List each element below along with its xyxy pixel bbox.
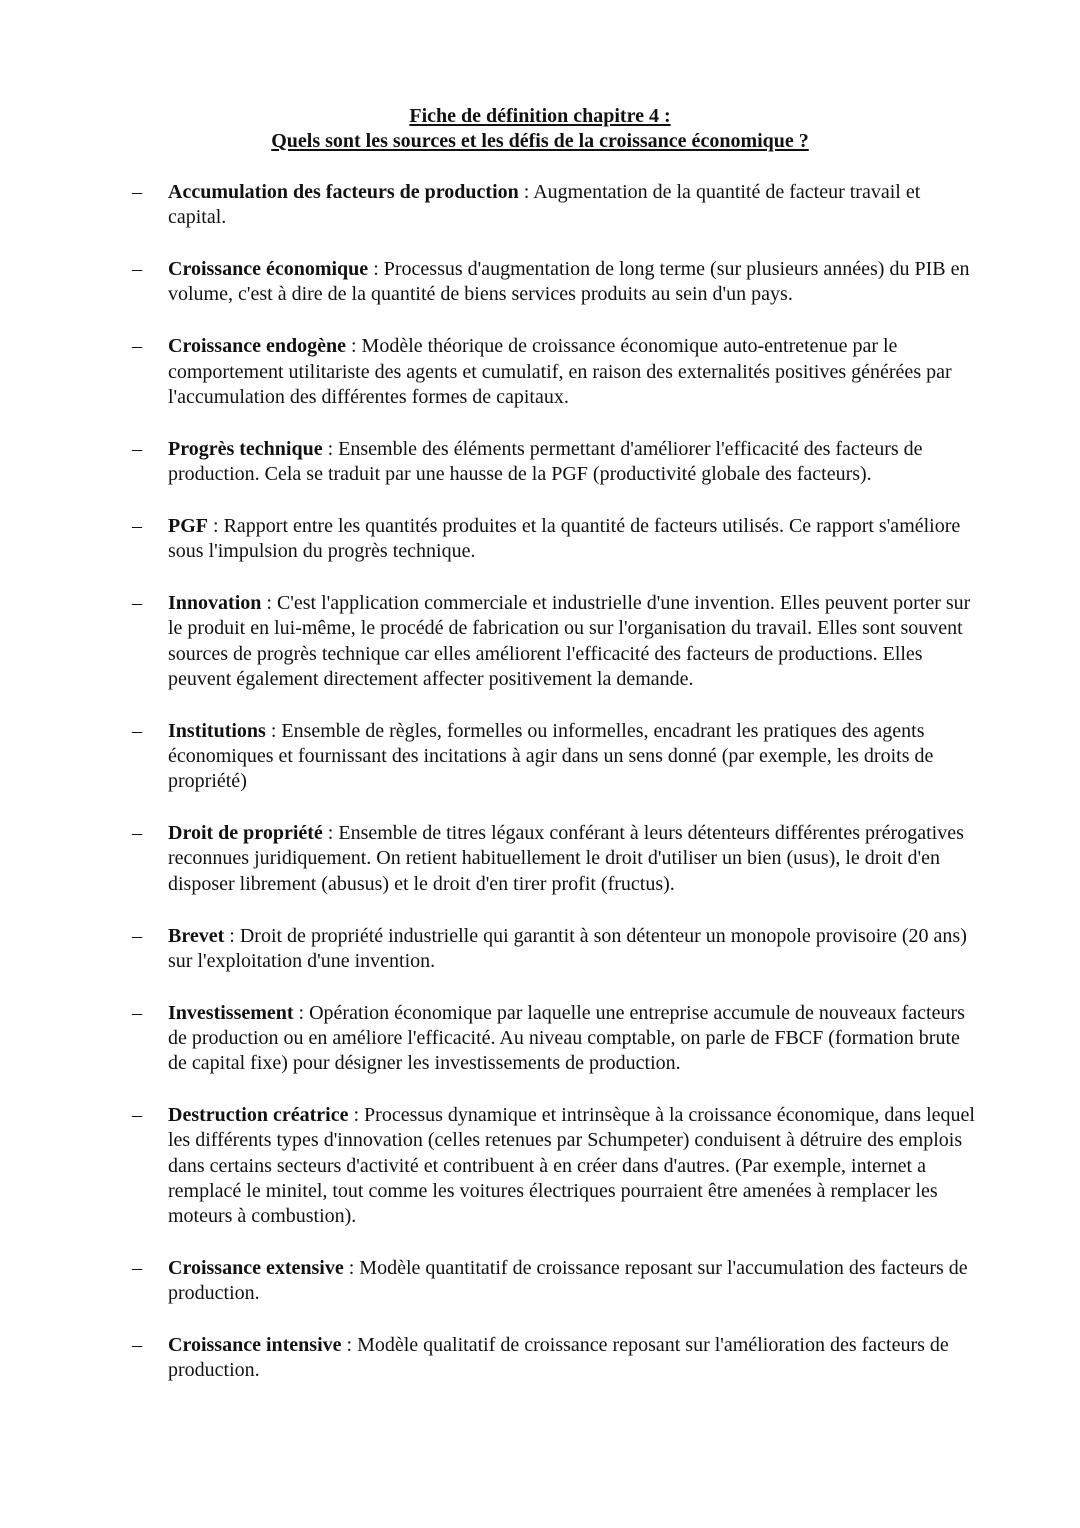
definition-separator: : (368, 258, 384, 281)
definition-text: Processus dynamique et intrinsèque à la croissance économique, dans lequel les différents types d'innovation (celles retenues par Schumpeter) conduisent à détruire des emplois dans certains secteurs d'activité et contribuent à en créer dans d'autres. (Par exemple, internet a remplacé le minitel, tout comme les voitures électriques pourraient être amenées à remplacer les moteurs à combustion). (168, 1104, 975, 1228)
definition-term: Droit de propriété (168, 822, 323, 845)
definition-item (0, 334, 1080, 410)
definition-separator: : (518, 181, 534, 203)
definition-separator: : (265, 719, 282, 742)
definition-separator: : (208, 515, 224, 538)
definition-item (0, 180, 1080, 230)
bullet-dash: – (132, 1001, 142, 1024)
definition-text: Modèle théorique de croissance économique auto-entretenue par le comportement utilitariste des agents et cumulatif, en raison des externalités positives générées par l'accumulation des différentes formes de capitaux. (168, 335, 952, 408)
definition-separator: : (341, 1334, 358, 1357)
definition-term: Accumulation des facteurs de production (168, 181, 519, 203)
definition-separator: : (345, 335, 362, 358)
definition-term: Investissement (168, 1001, 294, 1024)
definition-text: Ensemble des éléments permettant d'améliorer l'efficacité des facteurs de production. Cela se traduit par une hausse de la PGF (productivité globale des facteurs). (168, 437, 923, 486)
definition-term: Brevet (168, 924, 225, 947)
bullet-dash: – (132, 592, 142, 615)
document-title (0, 104, 1080, 154)
bullet-dash: – (132, 437, 142, 460)
bullet-dash: – (132, 1334, 142, 1357)
definition-text: Augmentation de la quantité de facteur travail et capital. (168, 181, 921, 229)
definition-term: Croissance extensive (168, 1257, 344, 1280)
definition-separator: : (224, 924, 240, 947)
definition-separator: : (293, 1001, 310, 1024)
definition-text: Processus d'augmentation de long terme (sur plusieurs années) du PIB en volume, c'est à dire de la quantité de biens services produits au sein d'un pays. (168, 258, 970, 306)
definition-term: PGF (168, 515, 208, 538)
definition-text: C'est l'application commerciale et industrielle d'une invention. Elles peuvent porter sur le produit en lui-même, le procédé de fabrication ou sur l'organisation du travail. Elles sont souvent sources de progrès technique car elles améliorent l'efficacité des facteurs de productions. Elles peuvent également directement affecter positivement la demande. (168, 592, 971, 690)
definition-item (0, 719, 1080, 795)
definition-text: Rapport entre les quantités produites et la quantité de facteurs utilisés. Ce rapport s'améliore sous l'impulsion du progrès technique. (168, 515, 961, 563)
definition-item (0, 1001, 1080, 1077)
definition-text: Ensemble de titres légaux conférant à leurs détenteurs différentes prérogatives reconnues juridiquement. On retient habituellement le droit d'utiliser un bien (usus), le droit d'en disposer librement (abusus) et le droit d'en tirer profit (fructus). (168, 822, 964, 895)
definition-term: Croissance endogène (168, 335, 346, 358)
definition-item (0, 1333, 1080, 1383)
definition-term: Institutions (168, 719, 266, 742)
definition-separator: : (261, 592, 277, 615)
bullet-dash: – (132, 258, 142, 281)
title-line-1: Fiche de définition chapitre 4 : (409, 105, 671, 127)
definition-text: Ensemble de règles, formelles ou informelles, encadrant les pratiques des agents économiques et fournissant des incitations à agir dans un sens donné (par exemple, les droits de propriété) (168, 719, 934, 793)
definition-separator: : (348, 1104, 365, 1127)
definition-item (0, 1256, 1080, 1306)
definition-term: Innovation (168, 592, 262, 615)
bullet-dash: – (132, 719, 142, 742)
bullet-dash: – (132, 181, 142, 203)
bullet-dash: – (132, 822, 142, 845)
definition-term: Croissance intensive (168, 1334, 342, 1357)
definition-term: Destruction créatrice (168, 1104, 349, 1127)
definition-separator: : (322, 822, 339, 845)
definition-item (0, 514, 1080, 564)
bullet-dash: – (132, 1104, 142, 1127)
definition-text: Modèle quantitatif de croissance reposant sur l'accumulation des facteurs de production. (168, 1257, 968, 1305)
definition-item (0, 437, 1080, 487)
definition-separator: : (343, 1257, 360, 1280)
bullet-dash: – (132, 515, 142, 538)
bullet-dash: – (132, 924, 142, 947)
definition-separator: : (322, 437, 339, 460)
definition-item (0, 257, 1080, 307)
definition-text: Opération économique par laquelle une entreprise accumule de nouveaux facteurs de production ou en améliore l'efficacité. Au niveau comptable, on parle de FBCF (formation brute de capital fixe) pour désigner les investissements de production. (168, 1001, 965, 1075)
definition-term: Progrès technique (168, 437, 323, 460)
bullet-dash: – (132, 335, 142, 358)
definition-item (0, 1103, 1080, 1229)
definition-item (0, 821, 1080, 897)
definition-term: Croissance économique (168, 258, 369, 281)
title-line-2: Quels sont les sources et les défis de la croissance économique ? (271, 130, 809, 152)
definition-text: Droit de propriété industrielle qui garantit à son détenteur un monopole provisoire (20 ans) sur l'exploitation d'une invention. (168, 924, 967, 972)
definition-item (0, 591, 1080, 692)
definition-list (0, 180, 1080, 1410)
bullet-dash: – (132, 1257, 142, 1280)
definition-text: Modèle qualitatif de croissance reposant sur l'amélioration des facteurs de production. (168, 1334, 949, 1382)
definition-item (0, 924, 1080, 974)
